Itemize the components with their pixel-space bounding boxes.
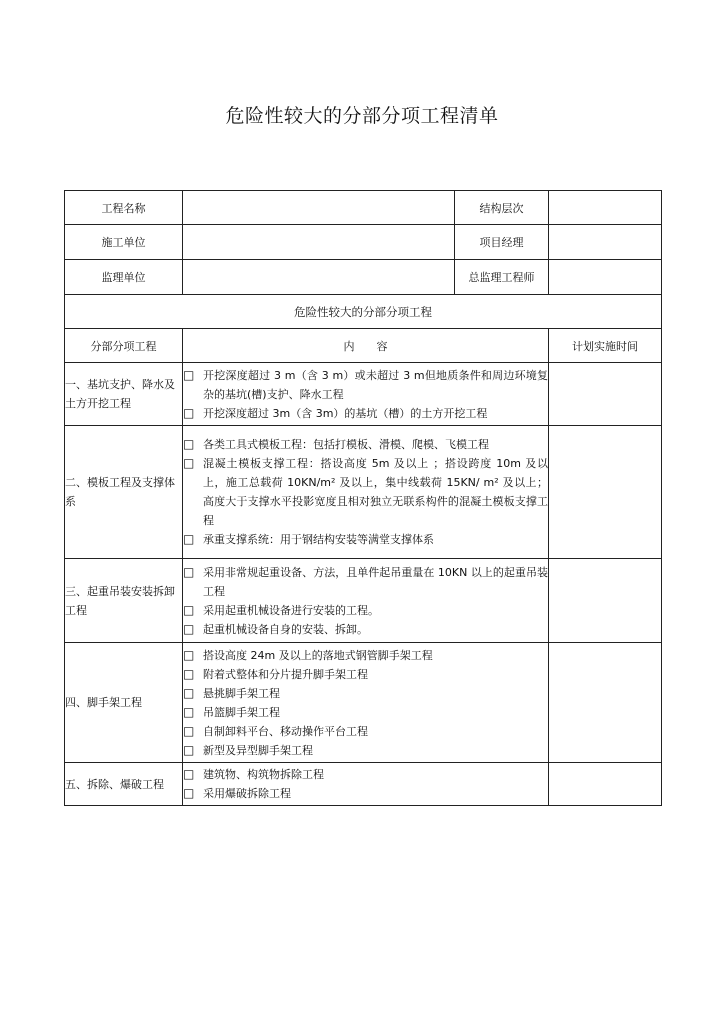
checkbox-icon[interactable]: □ [183,647,195,662]
item-text: 附着式整体和分片提升脚手架工程 [203,667,368,681]
planned-time-cell[interactable] [549,426,662,559]
item-text: 建筑物、构筑物拆除工程 [203,768,324,781]
planned-time-cell[interactable] [549,559,662,643]
category-name: 二、模板工程及支撑体系 [65,426,183,559]
planned-time-cell[interactable] [549,763,662,806]
checkbox-icon[interactable]: □ [183,437,195,451]
category-row [65,363,662,426]
category-name: 三、起重吊装安装拆卸工程 [65,559,183,643]
header-content: 内 容 [183,329,549,363]
planned-time-cell[interactable] [549,643,662,763]
checkbox-icon[interactable]: □ [183,602,195,617]
item-text: 开挖深度超过 3 m（含 3 m）或未超过 3 m但地质条件和周边环境复杂的基坑(槽)支护、降水工程 [203,368,548,401]
checkbox-icon[interactable]: □ [183,704,195,719]
project-name-value[interactable] [183,191,455,225]
list-item [183,404,548,423]
category-items [183,559,549,643]
info-row-contractor [65,225,662,260]
list-item [183,684,548,703]
category-items [183,363,549,426]
list-item [183,703,548,722]
checkbox-icon[interactable]: □ [183,786,195,800]
item-text: 采用起重机械设备进行安装的工程。 [203,603,379,617]
chief-supervisor-label: 总监理工程师 [455,260,549,295]
section-title: 危险性较大的分部分项工程 [65,295,662,329]
category-name: 一、基坑支护、降水及土方开挖工程 [65,363,183,426]
list-item [183,646,548,665]
contractor-label: 施工单位 [65,225,183,260]
structure-level-value[interactable] [549,191,662,225]
supervisor-unit-label: 监理单位 [65,260,183,295]
item-text: 采用非常规起重设备、方法，且单件起吊重量在 10KN 以上的起重吊装工程 [203,565,548,598]
section-title-row [65,295,662,329]
list-item [183,454,548,530]
category-row [65,426,662,559]
project-manager-label: 项目经理 [455,225,549,260]
list-item [183,563,548,601]
category-items [183,426,549,559]
header-category: 分部分项工程 [65,329,183,363]
checkbox-icon[interactable]: □ [183,723,195,738]
list-item [183,366,548,404]
structure-level-label: 结构层次 [455,191,549,225]
category-row [65,559,662,643]
list-item [183,601,548,620]
chief-supervisor-value[interactable] [549,260,662,295]
item-text: 搭设高度 24m 及以上的落地式钢管脚手架工程 [203,648,433,662]
category-items [183,643,549,763]
checkbox-icon[interactable]: □ [183,666,195,681]
checkbox-icon[interactable]: □ [183,367,195,382]
item-text: 混凝土模板支撑工程：搭设高度 5m 及以上 ；搭设跨度 10m 及以上，施工总载荷 10KN/m² 及以上，集中线载荷 15KN/ m² 及以上；高度大于支撑水平投影宽度且相对独立无联系构件的混凝土模板支撑工程 [203,457,548,527]
list-item [183,530,548,549]
project-name-label: 工程名称 [65,191,183,225]
list-item [183,722,548,741]
page-title: 危险性较大的分部分项工程清单 [225,105,499,127]
checkbox-icon[interactable]: □ [183,564,195,579]
checkbox-icon[interactable]: □ [183,767,195,781]
info-row-project [65,191,662,225]
info-row-supervisor [65,260,662,295]
list-item [183,665,548,684]
checkbox-icon[interactable]: □ [183,532,195,546]
supervisor-unit-value[interactable] [183,260,455,295]
item-text: 自制卸料平台、移动操作平台工程 [203,724,368,738]
header-time: 计划实施时间 [549,329,662,363]
category-items [183,763,549,806]
checkbox-icon[interactable]: □ [183,742,195,757]
list-item [183,435,548,454]
list-item [183,784,548,803]
item-text: 开挖深度超过 3m（含 3m）的基坑（槽）的土方开挖工程 [203,406,488,420]
item-text: 起重机械设备自身的安装、拆卸。 [203,622,368,636]
checkbox-icon[interactable]: □ [183,685,195,700]
category-name: 四、脚手架工程 [65,643,183,763]
checkbox-icon[interactable]: □ [183,405,195,420]
category-name: 五、拆除、爆破工程 [65,763,183,806]
list-item [183,741,548,760]
list-item [183,620,548,639]
category-row [65,643,662,763]
checkbox-icon[interactable]: □ [183,456,195,470]
item-text: 承重支撑系统：用于钢结构安装等满堂支撑体系 [203,533,434,546]
list-item [183,765,548,784]
category-row [65,763,662,806]
item-text: 吊篮脚手架工程 [203,705,280,719]
header-row [65,329,662,363]
item-text: 采用爆破拆除工程 [203,787,291,800]
planned-time-cell[interactable] [549,363,662,426]
checkbox-icon[interactable]: □ [183,621,195,636]
contractor-value[interactable] [183,225,455,260]
project-manager-value[interactable] [549,225,662,260]
item-text: 悬挑脚手架工程 [203,686,280,700]
item-text: 新型及异型脚手架工程 [203,743,313,757]
project-list-table [64,190,662,806]
item-text: 各类工具式模板工程：包括打模板、滑模、爬模、飞模工程 [203,438,489,451]
